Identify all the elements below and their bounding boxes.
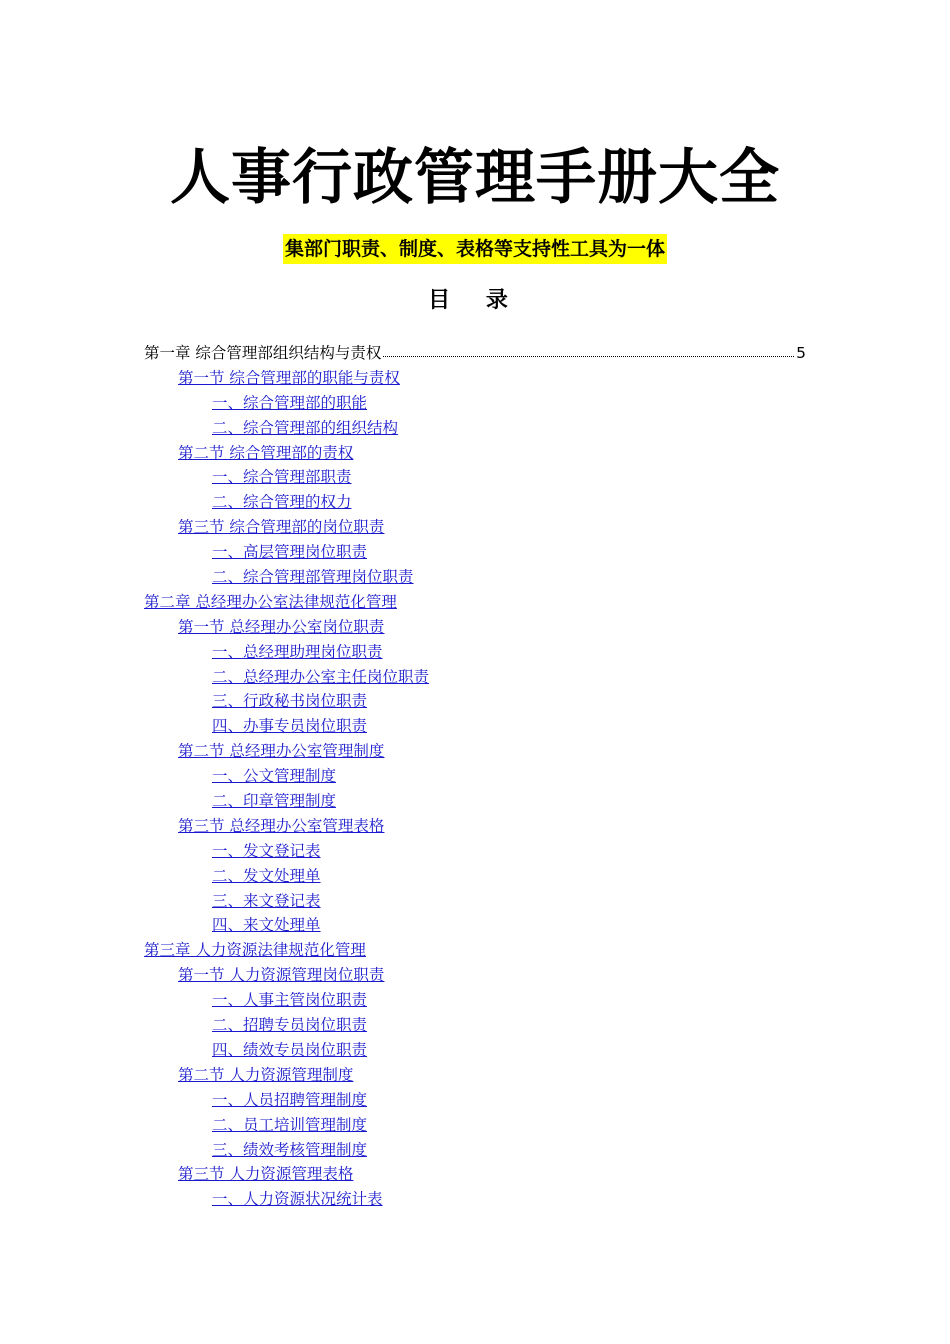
toc-link[interactable]: 一、综合管理部职责 xyxy=(212,468,352,487)
toc-entry-item[interactable] xyxy=(0,565,950,590)
toc-link[interactable]: 一、人员招聘管理制度 xyxy=(212,1090,368,1109)
toc-link[interactable]: 二、总经理办公室主任岗位职责 xyxy=(212,667,430,686)
toc-entry-item[interactable] xyxy=(0,1013,950,1038)
document-title: 人事行政管理手册大全 xyxy=(170,143,780,213)
toc-entry-item[interactable] xyxy=(0,988,950,1013)
toc-link[interactable]: 一、综合管理部的职能 xyxy=(212,393,368,412)
toc-entry-chapter[interactable] xyxy=(0,938,950,963)
toc-entry-item[interactable] xyxy=(0,789,950,814)
toc-dot-leader xyxy=(383,341,794,357)
toc-link[interactable]: 二、综合管理部的组织结构 xyxy=(212,418,399,437)
toc-entry-item[interactable] xyxy=(0,416,950,441)
toc-link[interactable]: 一、高层管理岗位职责 xyxy=(212,543,368,562)
toc-link[interactable]: 二、发文处理单 xyxy=(212,866,321,885)
toc-entry-item[interactable] xyxy=(0,714,950,739)
toc-heading: 目 录 xyxy=(428,288,522,313)
toc-link[interactable]: 第一节 综合管理部的职能与责权 xyxy=(178,368,400,387)
toc-link[interactable]: 三、绩效考核管理制度 xyxy=(212,1140,368,1159)
toc-link[interactable]: 一、发文登记表 xyxy=(212,841,321,860)
toc-link[interactable]: 二、招聘专员岗位职责 xyxy=(212,1016,368,1035)
toc-entry-chapter[interactable] xyxy=(0,590,950,615)
toc-entry-section[interactable] xyxy=(0,366,950,391)
toc-entry-item[interactable] xyxy=(0,490,950,515)
toc-link[interactable]: 一、人力资源状况统计表 xyxy=(212,1190,383,1209)
toc-entry-section[interactable] xyxy=(0,739,950,764)
toc-chapter-1-line[interactable] xyxy=(144,341,806,366)
toc-link[interactable]: 四、绩效专员岗位职责 xyxy=(212,1040,368,1059)
toc-link[interactable]: 第一节 人力资源管理岗位职责 xyxy=(178,966,385,985)
toc-entry-item[interactable] xyxy=(0,1187,950,1212)
toc-entry-item[interactable] xyxy=(0,689,950,714)
toc-link[interactable]: 第三节 综合管理部的岗位职责 xyxy=(178,518,385,537)
table-of-contents xyxy=(0,341,950,1212)
toc-link[interactable]: 二、员工培训管理制度 xyxy=(212,1115,368,1134)
toc-entry-item[interactable] xyxy=(0,1113,950,1138)
toc-link[interactable]: 三、行政秘书岗位职责 xyxy=(212,692,368,711)
toc-chapter-1-title[interactable]: 第一章 综合管理部组织结构与责权 xyxy=(144,344,382,362)
toc-entry-item[interactable] xyxy=(0,1088,950,1113)
toc-link[interactable]: 一、总经理助理岗位职责 xyxy=(212,642,383,661)
toc-entry-item[interactable] xyxy=(0,540,950,565)
toc-entry-item[interactable] xyxy=(0,640,950,665)
toc-link[interactable]: 四、来文处理单 xyxy=(212,916,321,935)
toc-link[interactable]: 第二节 综合管理部的责权 xyxy=(178,443,354,462)
toc-link[interactable]: 二、综合管理的权力 xyxy=(212,493,352,512)
toc-link[interactable]: 第二节 总经理办公室管理制度 xyxy=(178,742,385,761)
toc-link[interactable]: 二、综合管理部管理岗位职责 xyxy=(212,568,414,587)
toc-entry-chapter-1[interactable] xyxy=(0,341,950,366)
toc-entry-section[interactable] xyxy=(0,441,950,466)
toc-link[interactable]: 第二章 总经理办公室法律规范化管理 xyxy=(144,592,397,611)
toc-entry-section[interactable] xyxy=(0,515,950,540)
toc-entry-item[interactable] xyxy=(0,913,950,938)
toc-entry-item[interactable] xyxy=(0,839,950,864)
toc-entry-item[interactable] xyxy=(0,465,950,490)
toc-entry-item[interactable] xyxy=(0,889,950,914)
toc-entry-item[interactable] xyxy=(0,864,950,889)
toc-link[interactable]: 一、人事主管岗位职责 xyxy=(212,991,368,1010)
toc-link[interactable]: 第三节 总经理办公室管理表格 xyxy=(178,816,385,835)
toc-entry-section[interactable] xyxy=(0,963,950,988)
toc-entry-section[interactable] xyxy=(0,615,950,640)
toc-link[interactable]: 第二节 人力资源管理制度 xyxy=(178,1065,354,1084)
toc-link[interactable]: 四、办事专员岗位职责 xyxy=(212,717,368,736)
toc-entry-item[interactable] xyxy=(0,764,950,789)
toc-entry-section[interactable] xyxy=(0,1063,950,1088)
subtitle-wrapper xyxy=(0,234,950,264)
toc-link[interactable]: 第三章 人力资源法律规范化管理 xyxy=(144,941,366,960)
toc-entry-section[interactable] xyxy=(0,1162,950,1187)
toc-entry-item[interactable] xyxy=(0,391,950,416)
toc-link[interactable]: 第三节 人力资源管理表格 xyxy=(178,1165,354,1184)
document-subtitle: 集部门职责、制度、表格等支持性工具为一体 xyxy=(283,234,667,264)
toc-link[interactable]: 第一节 总经理办公室岗位职责 xyxy=(178,617,385,636)
toc-entry-section[interactable] xyxy=(0,814,950,839)
toc-link[interactable]: 一、公文管理制度 xyxy=(212,767,337,786)
toc-entry-item[interactable] xyxy=(0,665,950,690)
toc-page-number: 5 xyxy=(796,344,806,362)
toc-entry-item[interactable] xyxy=(0,1038,950,1063)
toc-link[interactable]: 三、来文登记表 xyxy=(212,891,321,910)
toc-link[interactable]: 二、印章管理制度 xyxy=(212,792,337,811)
toc-entry-item[interactable] xyxy=(0,1138,950,1163)
